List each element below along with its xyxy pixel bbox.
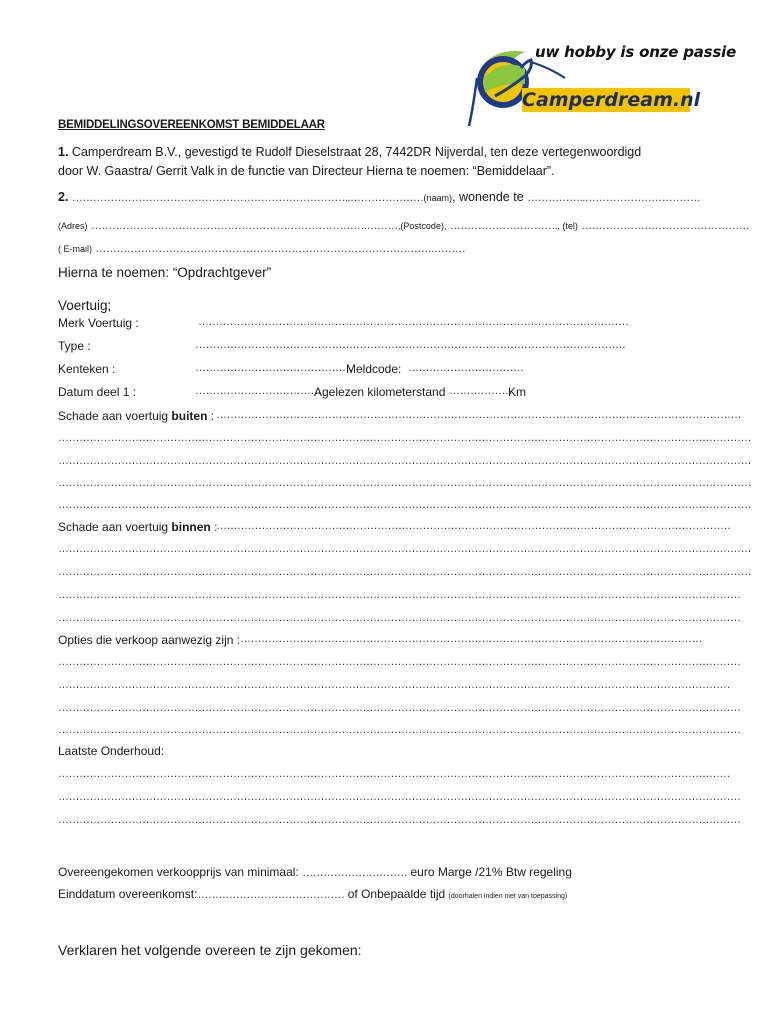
schade-binnen-suffix: : — [210, 520, 218, 534]
onderhoud-label: Laatste Onderhoud: — [58, 744, 165, 758]
einddatum-field[interactable]: …………………………………… — [197, 889, 345, 901]
type-label: Type : — [58, 339, 91, 353]
party1-line1 — [58, 145, 641, 159]
party1-text1: Camperdream B.V., gevestigd te Rudolf Dieselstraat 28, 7442DR Nijverdal, ten deze vertegenwoordigd — [71, 145, 642, 159]
opties-line-3[interactable]: …………………………………………………………………………………………………………………………………………………………………………… — [58, 702, 741, 714]
einddatum-rest: of Onbepaalde tijd — [347, 887, 446, 901]
schade-buiten-line-4[interactable]: ……………………………………………………………………………………………………………………………………………………………………………… — [58, 499, 751, 511]
postcode-field[interactable]: …………………………. — [449, 220, 558, 232]
schade-binnen-line-1[interactable]: ……………………………………………………………………………………………………………………………………………………………………………… — [58, 543, 751, 555]
document-title: BEMIDDELINGSOVEREENKOMST BEMIDDELAAR — [58, 119, 325, 131]
einddatum-row — [58, 887, 567, 901]
party2-number: 2. — [58, 190, 69, 204]
schade-buiten-prefix: Schade aan voertuig — [58, 409, 172, 423]
verklaren-heading: Verklaren het volgende overeen te zijn gekomen: — [58, 942, 362, 958]
party2-name-field[interactable]: ……………………………………………………………………..………………… — [71, 192, 424, 204]
prijs-row — [58, 865, 572, 879]
km-unit: Km — [508, 385, 526, 399]
hierna-opdrachtgever: Hierna te noemen: “Opdrachtgever” — [58, 265, 272, 280]
party2-residing-field[interactable]: ……………..…………………………… — [527, 192, 701, 204]
logo-tagline: uw hobby is onze passie — [535, 43, 737, 61]
einddatum-label: Einddatum overeenkomst: — [58, 887, 198, 901]
party2-address-row — [58, 218, 749, 232]
schade-binnen-line-4[interactable]: …………………………………………………………………………………………………………………………………………………………………………… — [58, 612, 741, 624]
km-label: Agelezen kilometerstand — [314, 385, 446, 399]
prijs-field[interactable]: ………………………… — [302, 867, 408, 879]
onderhoud-line-3[interactable]: …………………………………………………………………………………………………………………………………………………………………………… — [58, 814, 741, 826]
schade-binnen-prefix: Schade aan voertuig — [58, 520, 172, 534]
tel-field[interactable]: ………………………………………… — [581, 220, 750, 232]
email-field[interactable]: …………………………………………………………………………………….……… — [95, 243, 466, 255]
datum-field[interactable]: ……………………………… — [195, 385, 321, 397]
opties-field[interactable]: …………………………………………………………………………………………………………………… — [240, 633, 702, 645]
address-label: (Adres) — [58, 221, 88, 231]
schade-buiten-field[interactable]: …………………………………………………………………………………………………………………………………… — [216, 409, 741, 421]
schade-binnen-field[interactable]: ………………………………………………………………………………………………………………………………… — [216, 520, 731, 532]
tel-label: , (tel) — [557, 221, 578, 231]
meldcode-label: Meldcode: — [346, 362, 402, 376]
schade-binnen-line-3[interactable]: …………………………………………………………………………………………………………………………………………………………………………… — [58, 589, 741, 601]
vehicle-heading: Voertuig; — [58, 298, 112, 313]
party1-number: 1. — [58, 145, 69, 159]
prijs-label: Overeengekomen verkoopprijs van minimaal: — [58, 865, 299, 879]
merk-field[interactable]: …………………………………………………………………………………………………………… — [198, 316, 629, 328]
opties-line-1[interactable]: …………………………………………………………………………………………………………………………………………………………………………… — [58, 656, 741, 668]
schade-buiten-label — [58, 409, 214, 423]
opties-label: Opties die verkoop aanwezig zijn : — [58, 633, 241, 647]
party2-email-row — [58, 241, 465, 255]
email-label: ( E-mail) — [58, 244, 92, 254]
datum-label: Datum deel 1 : — [58, 385, 137, 399]
logo-brand: Camperdream.nl — [522, 89, 701, 111]
schade-buiten-line-2[interactable]: ……………………………………………………………………………………………………………………………………………………………………………… — [58, 455, 751, 467]
merk-label: Merk Voertuig : — [58, 316, 139, 330]
party2-residing-label: , wonende te — [452, 190, 524, 204]
prijs-rest: euro Marge /21% Btw regeling — [410, 865, 572, 879]
kenteken-label: Kenteken : — [58, 362, 116, 376]
type-field[interactable]: …………………………………………………………………………………………………………… — [195, 339, 626, 351]
kenteken-field[interactable]: ……………………………………… — [195, 362, 353, 374]
schade-buiten-line-1[interactable]: ……………………………………………………………………………………………………………………………………………………………………………… — [58, 432, 751, 444]
party2-name-row — [58, 190, 700, 204]
onderhoud-line-2[interactable]: …………………………………………………………………………………………………………………………………………………………………………… — [58, 791, 741, 803]
postcode-label: ,(Postcode), — [397, 221, 447, 231]
onderhoud-line-1[interactable]: ………………………………………………………………………………………………………………………………………………………………………… — [58, 768, 730, 780]
schade-binnen-bold: binnen — [171, 520, 211, 534]
opties-line-2[interactable]: ………………………………………………………………………………………………………………………………………………………………………… — [58, 679, 730, 691]
schade-binnen-line-2[interactable]: ……………………………………………………………………………………………………………………………………………………………………………… — [58, 566, 751, 578]
schade-buiten-line-3[interactable]: ……………………………………………………………………………………………………………………………………………………………………………… — [58, 477, 751, 489]
schade-binnen-label — [58, 520, 217, 534]
opties-line-4[interactable]: …………………………………………………………………………………………………………………………………………………………………………… — [58, 724, 741, 736]
schade-buiten-suffix: : — [207, 409, 215, 423]
meldcode-field[interactable]: …………………………… — [408, 362, 524, 374]
address-field[interactable]: …………………………………………………………………….……… — [90, 220, 398, 232]
party1-line2: door W. Gaastra/ Gerrit Valk in de functie van Directeur Hierna te noemen: “Bemiddelaar”. — [58, 164, 555, 178]
schade-buiten-bold: buiten — [171, 409, 208, 423]
party2-name-label: (naam) — [423, 193, 453, 203]
einddatum-note: (doorhalen indien niet van toepassing) — [448, 893, 568, 900]
km-field[interactable]: ……………… — [449, 385, 512, 397]
